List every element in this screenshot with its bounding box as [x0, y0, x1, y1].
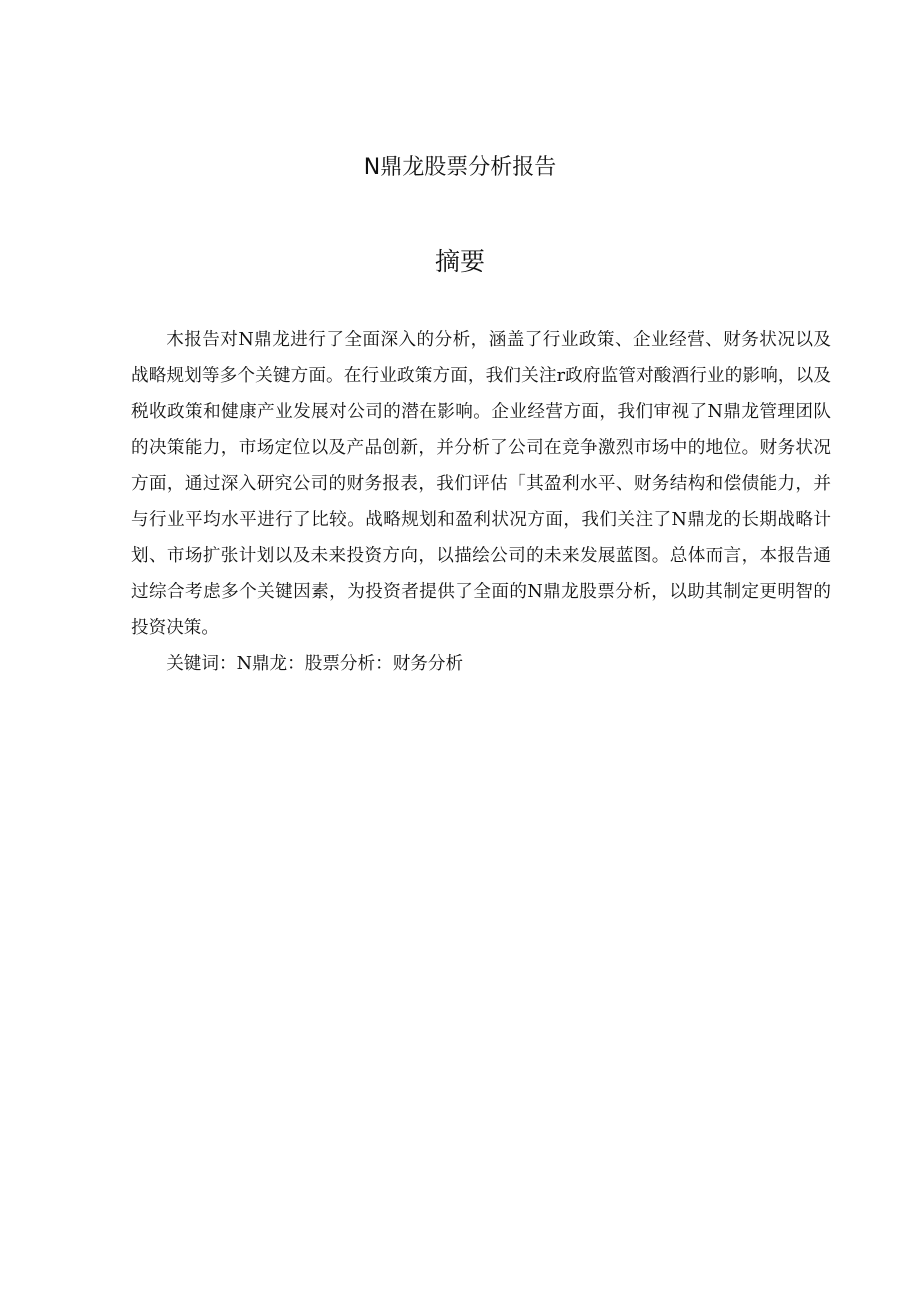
keywords-line: 关键词：N鼎龙：股票分析：财务分析: [166, 654, 464, 674]
abstract-paragraph: 木报告对N鼎龙进行了全面深入的分析，涵盖了行业政策、企业经营、财务状况以及战略规划等多个关键方面。在行业政策方面，我们关注r政府监管对酸酒行业的影响，以及税收政策和健康产业发展对公司的潜在影响。企业经营方面，我们审视了N鼎龙管理团队的决策能力，市场定位以及产品创新，并分析了公司在竞争激烈市场中的地位。财务状况方面，通过深入研究公司的财务报表，我们评估「其盈利水平、财务结构和偿债能力，并与行业平均水平进行了比较。战略规划和盈利状况方面，我们关注了N鼎龙的长期战略计划、市场扩张计划以及未来投资方向，以描绘公司的未来发展蓝图。总体而言，本报告通过综合考虑多个关键因素，为投资者提供了全面的N鼎龙股票分析，以助其制定更明智的投资决策。: [131, 330, 831, 638]
document-title: N鼎龙股票分析报告: [363, 155, 557, 180]
abstract-heading: 摘要: [434, 247, 485, 276]
